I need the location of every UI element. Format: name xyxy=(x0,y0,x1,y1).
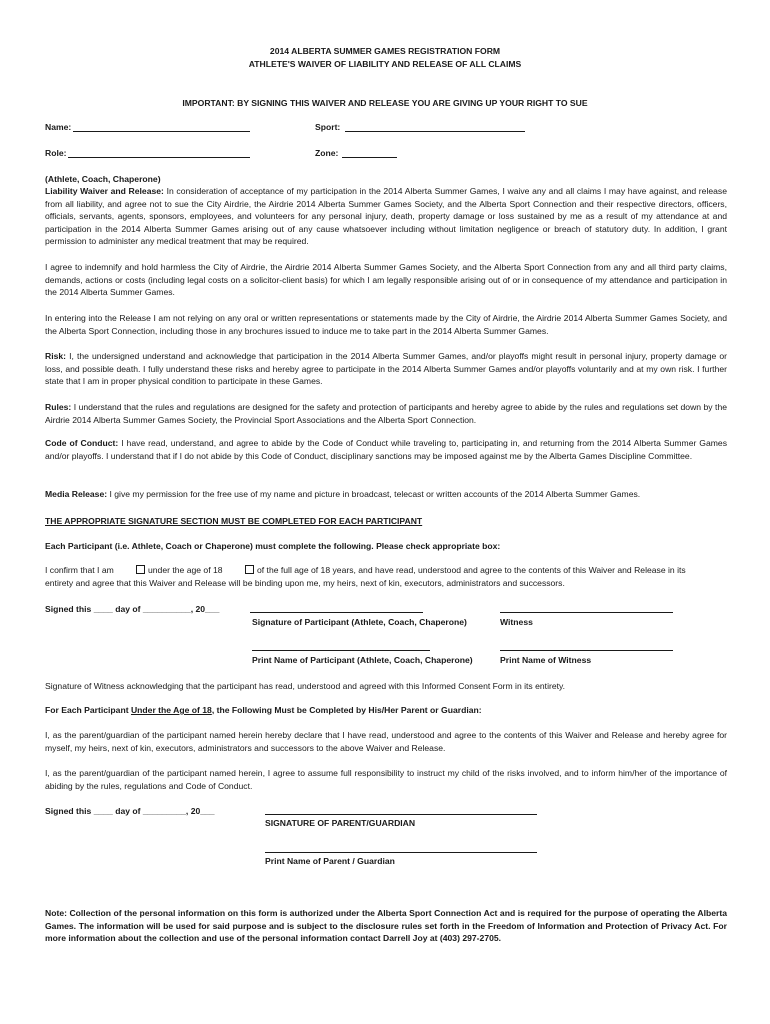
option-full-age-label: of the full age of 18 years, and have read, understood and agree to the contents of this Waiver and Release in its xyxy=(257,565,686,575)
risk-paragraph xyxy=(45,350,727,388)
reliance-paragraph: In entering into the Release I am not relying on any oral or written representations or statements made by the City of Airdrie, the Airdrie 2014 Alberta Summer Games Society, and the Alberta Sport Connection, including those in any brochures issued to induce me to take part in the 2014 Alberta Summer Games. xyxy=(45,313,727,336)
role-label: Role: xyxy=(45,148,67,158)
guardian-heading-post: , the Following Must be Completed by His/Her Parent or Guardian: xyxy=(211,705,482,715)
rules-paragraph xyxy=(45,401,727,426)
sport-label: Sport: xyxy=(315,122,341,132)
witness-note: Signature of Witness acknowledging that the participant has read, understood and agreed with this Informed Consent Form in its entirety. xyxy=(45,681,566,691)
media-text: I give my permission for the free use of my name and picture in broadcast, telecast or written accounts of the 2014 Alberta Summer Games. xyxy=(109,489,641,499)
name-label: Name: xyxy=(45,122,72,132)
zone-label: Zone: xyxy=(315,148,339,158)
conduct-label: Code of Conduct: xyxy=(45,438,119,448)
signed-this-date[interactable]: Signed this ____ day of __________, 20___ xyxy=(45,604,220,614)
guardian-heading-under: Under the Age of 18 xyxy=(130,705,212,715)
guardian-heading xyxy=(45,704,482,717)
option-full-age[interactable] xyxy=(243,564,727,577)
witness-signature-line[interactable] xyxy=(500,612,673,613)
witness-label: Witness xyxy=(500,617,533,627)
checkbox-full-age[interactable] xyxy=(245,565,254,574)
participant-print-line[interactable] xyxy=(252,650,430,651)
signature-heading: THE APPROPRIATE SIGNATURE SECTION MUST BE COMPLETED FOR EACH PARTICIPANT xyxy=(45,516,423,526)
form-title: 2014 ALBERTA SUMMER GAMES REGISTRATION FORM xyxy=(269,46,501,56)
name-field[interactable] xyxy=(73,131,250,132)
privacy-note: Note: Collection of the personal information on this form is authorized under the Alberta Sport Connection Act and is required for the purpose of operating the Alberta Games. The information will be used for said purpose and is subject to the disclosure rules set forth in the Freedom of Information and Protection of Privacy Act. For more information about the collection and use of the personal information contact Darrell Joy at (403) 297-2705. xyxy=(45,908,727,944)
confirm-prefix: I confirm that I am xyxy=(45,565,114,575)
signature-instruction: Each Participant (i.e. Athlete, Coach or Chaperone) must complete the following. Please check appropriate box: xyxy=(45,541,501,551)
confirm-continuation: entirety and agree that this Waiver and Release will be binding upon me, my heirs, next of kin, executors, administrators and successors. xyxy=(45,578,565,588)
guardian-signed-this-date[interactable]: Signed this ____ day of _________, 20___ xyxy=(45,806,215,816)
rules-text: I understand that the rules and regulations are designed for the safety and protection of participants and hereby agree to abide by the rules and regulations set down by the Airdrie 2014 Alberta Summer Games Society, the Provincial Sport Associations and the Alberta Sport Connection. xyxy=(45,402,727,425)
liability-paragraph xyxy=(45,185,727,248)
zone-field[interactable] xyxy=(342,157,397,158)
guardian-print-label: Print Name of Parent / Guardian xyxy=(265,856,395,866)
guardian-heading-pre: For Each Participant xyxy=(45,705,129,715)
checkbox-under-18[interactable] xyxy=(136,565,145,574)
important-notice: IMPORTANT: BY SIGNING THIS WAIVER AND RELEASE YOU ARE GIVING UP YOUR RIGHT TO SUE xyxy=(182,98,588,108)
role-hint: (Athlete, Coach, Chaperone) xyxy=(45,174,161,184)
role-field[interactable] xyxy=(68,157,250,158)
conduct-text: I have read, understand, and agree to abide by the Code of Conduct while traveling to, participating in, and returning from the 2014 Alberta Summer Games and/or playoffs. I understand that if I do not abide by this Code of Conduct, disciplinary sanctions may be imposed against me by the Alberta Games Discipline Committee. xyxy=(45,438,727,461)
guardian-print-line[interactable] xyxy=(265,852,537,853)
rules-label: Rules: xyxy=(45,402,72,412)
guardian-paragraph-1: I, as the parent/guardian of the participant named herein hereby declare that I have read, understood and agree to the contents of this Waiver and Release and hereby agree for myself, my heirs, next of kin, executors, administrators and successors to the above Waiver and Release. xyxy=(45,730,727,753)
media-label: Media Release: xyxy=(45,489,108,499)
liability-label: Liability Waiver and Release: xyxy=(45,186,164,196)
indemnify-paragraph: I agree to indemnify and hold harmless the City of Airdrie, the Airdrie 2014 Alberta Summer Games Society, and the Alberta Sport Connection from any and all third party claims, demands, actions or costs (including legal costs on a solicitor-client basis) for which I am legally responsible arising out of or in consequence of my attendance and participation in the 2014 Alberta Summer Games. xyxy=(45,262,727,298)
risk-label: Risk: xyxy=(45,351,67,361)
form-subtitle: ATHLETE'S WAIVER OF LIABILITY AND RELEASE OF ALL CLAIMS xyxy=(248,59,522,69)
guardian-signature-line[interactable] xyxy=(265,814,537,815)
participant-signature-line[interactable] xyxy=(250,612,423,613)
liability-text: In consideration of acceptance of my participation in the 2014 Alberta Summer Games, I waive any and all claims I may have against, and release from all liability, and agree not to sue the City Airdrie, the Airdrie 2014 Alberta Summer Games Society, and the Alberta Sport Connection and their respective directors, officers, officials, servants, agents, sponsors, employees, and volunteers for any personal injury, death, property damage or loss sustained by me as a result of my attendance at and participation in the 2014 Alberta Summer Games arising out of any cause whatsoever including without limitation negligence or breach of statutory duty. In addition, I grant permission to administer any medical treatment that may be required. xyxy=(45,186,727,247)
guardian-signature-label: SIGNATURE OF PARENT/GUARDIAN xyxy=(265,818,416,828)
option-under-18[interactable] xyxy=(134,564,223,577)
participant-print-label: Print Name of Participant (Athlete, Coach, Chaperone) xyxy=(252,655,473,665)
participant-signature-label: Signature of Participant (Athlete, Coach, Chaperone) xyxy=(252,617,467,627)
sport-field[interactable] xyxy=(345,131,525,132)
witness-print-line[interactable] xyxy=(500,650,673,651)
witness-print-label: Print Name of Witness xyxy=(500,655,592,665)
option-under-18-label: under the age of 18 xyxy=(148,565,223,575)
risk-text: I, the undersigned understand and acknowledge that participation in the 2014 Alberta Summer Games, and/or playoffs might result in personal injury, property damage or loss, and possible death. I fully understand these risks and hereby agree to participate in the 2014 Alberta Summer Games and/or playoffs voluntarily and at my own risk. I further state that I am in proper physical condition to participate in these Games. xyxy=(45,351,728,387)
media-paragraph xyxy=(45,488,727,501)
guardian-paragraph-2: I, as the parent/guardian of the participant named herein, I agree to assume full responsibility to instruct my child of the risks involved, and to inform him/her of the importance of abiding by the rules, regulations and Code of Conduct. xyxy=(45,768,727,791)
conduct-paragraph xyxy=(45,437,727,462)
